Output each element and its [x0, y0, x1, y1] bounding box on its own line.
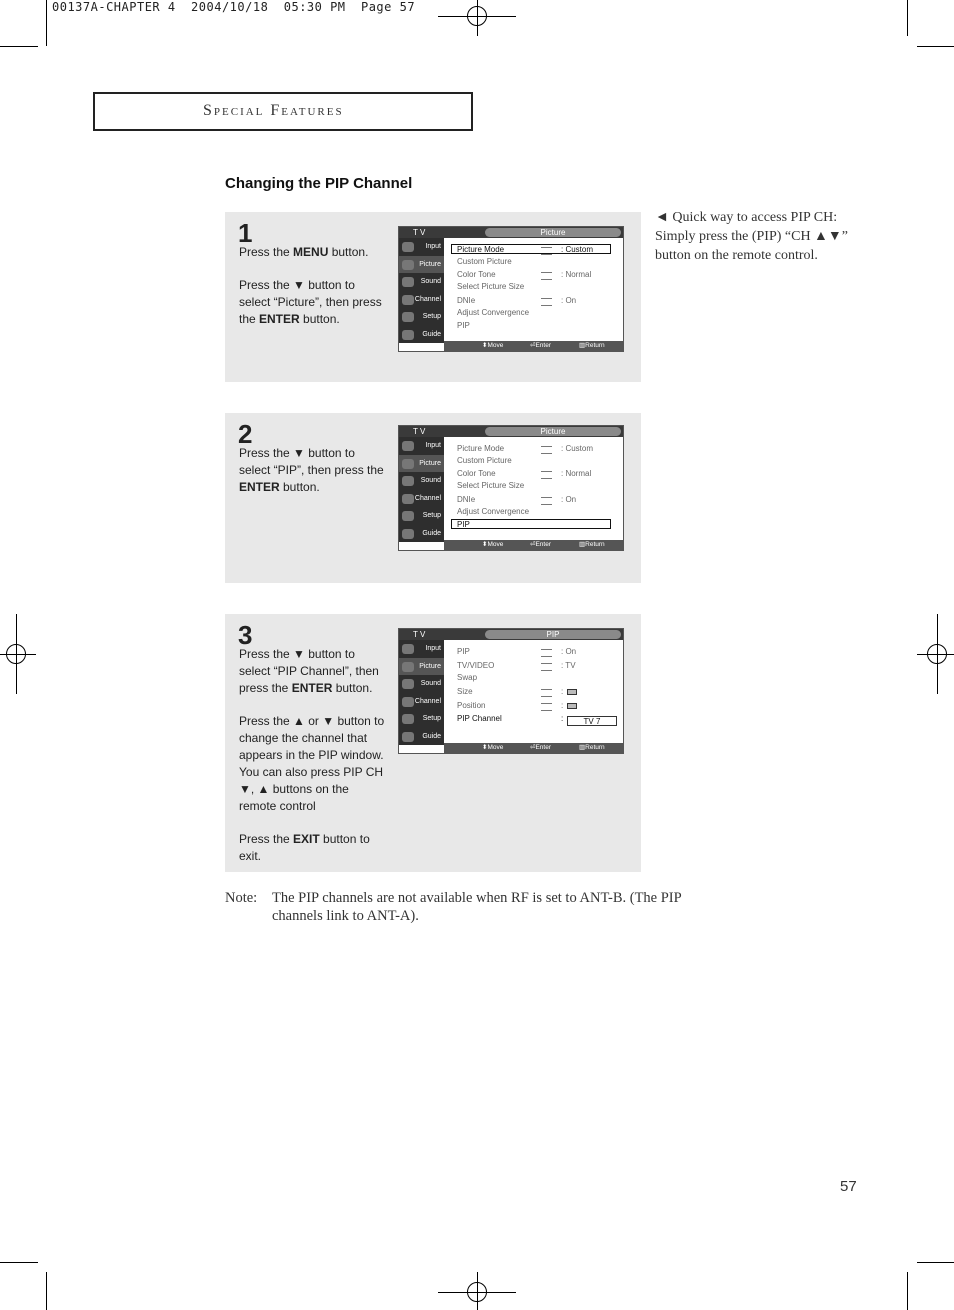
menu-item-setup[interactable]: Setup — [399, 710, 444, 728]
menu-rows — [457, 443, 621, 531]
menu-item-input[interactable]: Input — [399, 640, 444, 658]
menu-row-color-tone[interactable]: Color Tone : Normal — [457, 269, 592, 279]
step-paragraph: Press the ▼ button to select “Picture”, then press the ENTER button. — [239, 278, 382, 326]
crop-mark — [917, 46, 954, 47]
option-icon — [541, 497, 552, 505]
step-number: 2 — [238, 419, 253, 449]
option-icon — [541, 272, 552, 280]
quick-tip: ◄ Quick way to access PIP CH: Simply press the (PIP) “CH ▲▼” button on the remote control. — [655, 210, 848, 263]
option-icon — [541, 298, 552, 306]
menu-row-select-picture-size[interactable]: Select Picture Size — [457, 281, 525, 291]
menu-tv-label: T V — [413, 427, 426, 436]
footer-move: ⬍ Move — [482, 744, 504, 751]
menu-item-sound[interactable]: Sound — [399, 472, 444, 490]
print-slug: 00137A-CHAPTER 4 2004/10/18 05:30 PM Page 57 — [52, 0, 416, 14]
footer-return: ▥ Return — [579, 744, 605, 751]
menu-row-pip[interactable]: PIP — [457, 320, 470, 330]
footer-enter: ⏎ Enter — [530, 541, 551, 548]
crop-mark — [0, 46, 38, 47]
step-paragraph: Press the MENU button. — [239, 245, 369, 259]
note-text: The PIP channels are not available when RF is set to ANT-B. (The PIP channels link to ANT-A). — [272, 890, 682, 924]
step-paragraph: Press the ▲ or ▼ button to change the channel that appears in the PIP window. You can also press PIP CH ▼, ▲ buttons on the remote control — [239, 714, 385, 813]
crop-mark — [907, 0, 908, 36]
crop-mark — [46, 0, 47, 46]
menu-title: PIP — [485, 630, 621, 639]
menu-rows — [457, 646, 621, 725]
footer-enter: ⏎ Enter — [530, 342, 551, 349]
registration-mark — [467, 1282, 487, 1302]
step-3-text — [239, 646, 389, 881]
registration-mark — [467, 6, 487, 26]
menu-row-dnie[interactable]: DNIe : On — [457, 495, 577, 505]
menu-rows — [457, 244, 621, 332]
crop-mark — [917, 1262, 954, 1263]
step-number: 3 — [238, 620, 253, 650]
menu-item-setup[interactable]: Setup — [399, 308, 444, 326]
menu-sidebar — [399, 640, 444, 745]
menu-tv-label: T V — [413, 630, 426, 639]
menu-sidebar — [399, 437, 444, 542]
pip-channel-selector[interactable]: TV 7 — [567, 716, 617, 726]
menu-tv-label: T V — [413, 228, 426, 237]
crop-mark — [0, 1262, 38, 1263]
menu-row-pip-channel[interactable]: PIP Channel : TV 7 — [457, 713, 621, 725]
page-heading: Changing the PIP Channel — [225, 175, 413, 192]
step-1-panel — [225, 212, 641, 382]
step-2-text — [239, 445, 389, 512]
step-paragraph: Press the ▼ button to select “PIP”, then press the ENTER button. — [239, 446, 384, 494]
footer-move: ⬍ Move — [482, 342, 504, 349]
menu-row-swap[interactable]: Swap — [457, 673, 478, 683]
menu-row-size[interactable]: Size : — [457, 686, 621, 700]
menu-row-pip[interactable]: PIP — [457, 519, 621, 531]
menu-item-picture[interactable]: Picture — [399, 658, 444, 676]
menu-item-picture[interactable]: Picture — [399, 256, 444, 274]
footer-return: ▥ Return — [579, 342, 605, 349]
step-3-panel — [225, 614, 641, 872]
crop-mark — [907, 1272, 908, 1310]
menu-item-input[interactable]: Input — [399, 437, 444, 455]
menu-row-position[interactable]: Position : — [457, 700, 621, 712]
option-icon — [541, 649, 552, 657]
option-icon — [541, 703, 552, 711]
menu-row-custom-picture[interactable]: Custom Picture — [457, 456, 512, 466]
registration-mark — [6, 644, 26, 664]
menu-row-tv-video[interactable]: TV/VIDEO : TV — [457, 661, 576, 670]
menu-item-sound[interactable]: Sound — [399, 273, 444, 291]
step-paragraph: Press the ▼ button to select “PIP Channel”, then press the ENTER button. — [239, 647, 379, 695]
registration-mark — [927, 644, 947, 664]
tv-menu-screen — [398, 425, 624, 551]
menu-title: Picture — [485, 427, 621, 436]
menu-footer — [444, 341, 623, 351]
crop-mark — [46, 1272, 47, 1310]
menu-title: Picture — [485, 228, 621, 237]
menu-item-channel[interactable]: Channel — [399, 490, 444, 508]
menu-item-channel[interactable]: Channel — [399, 291, 444, 309]
menu-row-adjust-convergence[interactable]: Adjust Convergence — [457, 507, 530, 517]
tv-menu-screen — [398, 628, 624, 754]
menu-item-guide[interactable]: Guide — [399, 326, 444, 344]
menu-item-picture[interactable]: Picture — [399, 455, 444, 473]
footer-return: ▥ Return — [579, 541, 605, 548]
menu-item-setup[interactable]: Setup — [399, 507, 444, 525]
menu-footer — [444, 743, 623, 753]
menu-item-channel[interactable]: Channel — [399, 693, 444, 711]
footer-enter: ⏎ Enter — [530, 744, 551, 751]
option-icon — [541, 663, 552, 671]
menu-row-dnie[interactable]: DNIe : On — [457, 296, 577, 306]
step-2-panel — [225, 413, 641, 583]
tv-menu-screen — [398, 226, 624, 352]
footer-move: ⬍ Move — [482, 541, 504, 548]
page-number: 57 — [840, 1178, 857, 1195]
option-icon — [541, 446, 552, 454]
step-paragraph: Press the EXIT button to exit. — [239, 832, 370, 863]
step-number: 1 — [238, 218, 253, 248]
option-icon — [541, 247, 552, 255]
menu-row-select-picture-size[interactable]: Select Picture Size — [457, 480, 525, 490]
menu-row-pip[interactable]: PIP : On — [457, 647, 577, 656]
menu-sidebar — [399, 238, 444, 343]
menu-row-adjust-convergence[interactable]: Adjust Convergence — [457, 308, 530, 318]
size-icon — [567, 689, 577, 695]
note-label: Note: — [225, 890, 258, 906]
section-title: Special Features — [203, 102, 344, 119]
section-header — [93, 92, 473, 131]
menu-row-color-tone[interactable]: Color Tone : Normal — [457, 468, 592, 478]
position-icon — [567, 703, 577, 709]
menu-item-guide[interactable]: Guide — [399, 525, 444, 543]
menu-item-input[interactable]: Input — [399, 238, 444, 256]
option-icon — [541, 471, 552, 479]
menu-row-picture-mode[interactable]: Picture Mode : Custom — [457, 444, 594, 453]
menu-item-guide[interactable]: Guide — [399, 728, 444, 746]
step-1-text — [239, 244, 389, 344]
menu-row-custom-picture[interactable]: Custom Picture — [457, 257, 512, 267]
menu-row-picture-mode[interactable]: Picture Mode : Custom — [457, 244, 621, 256]
menu-footer — [444, 540, 623, 550]
menu-item-sound[interactable]: Sound — [399, 675, 444, 693]
option-icon — [541, 689, 552, 697]
